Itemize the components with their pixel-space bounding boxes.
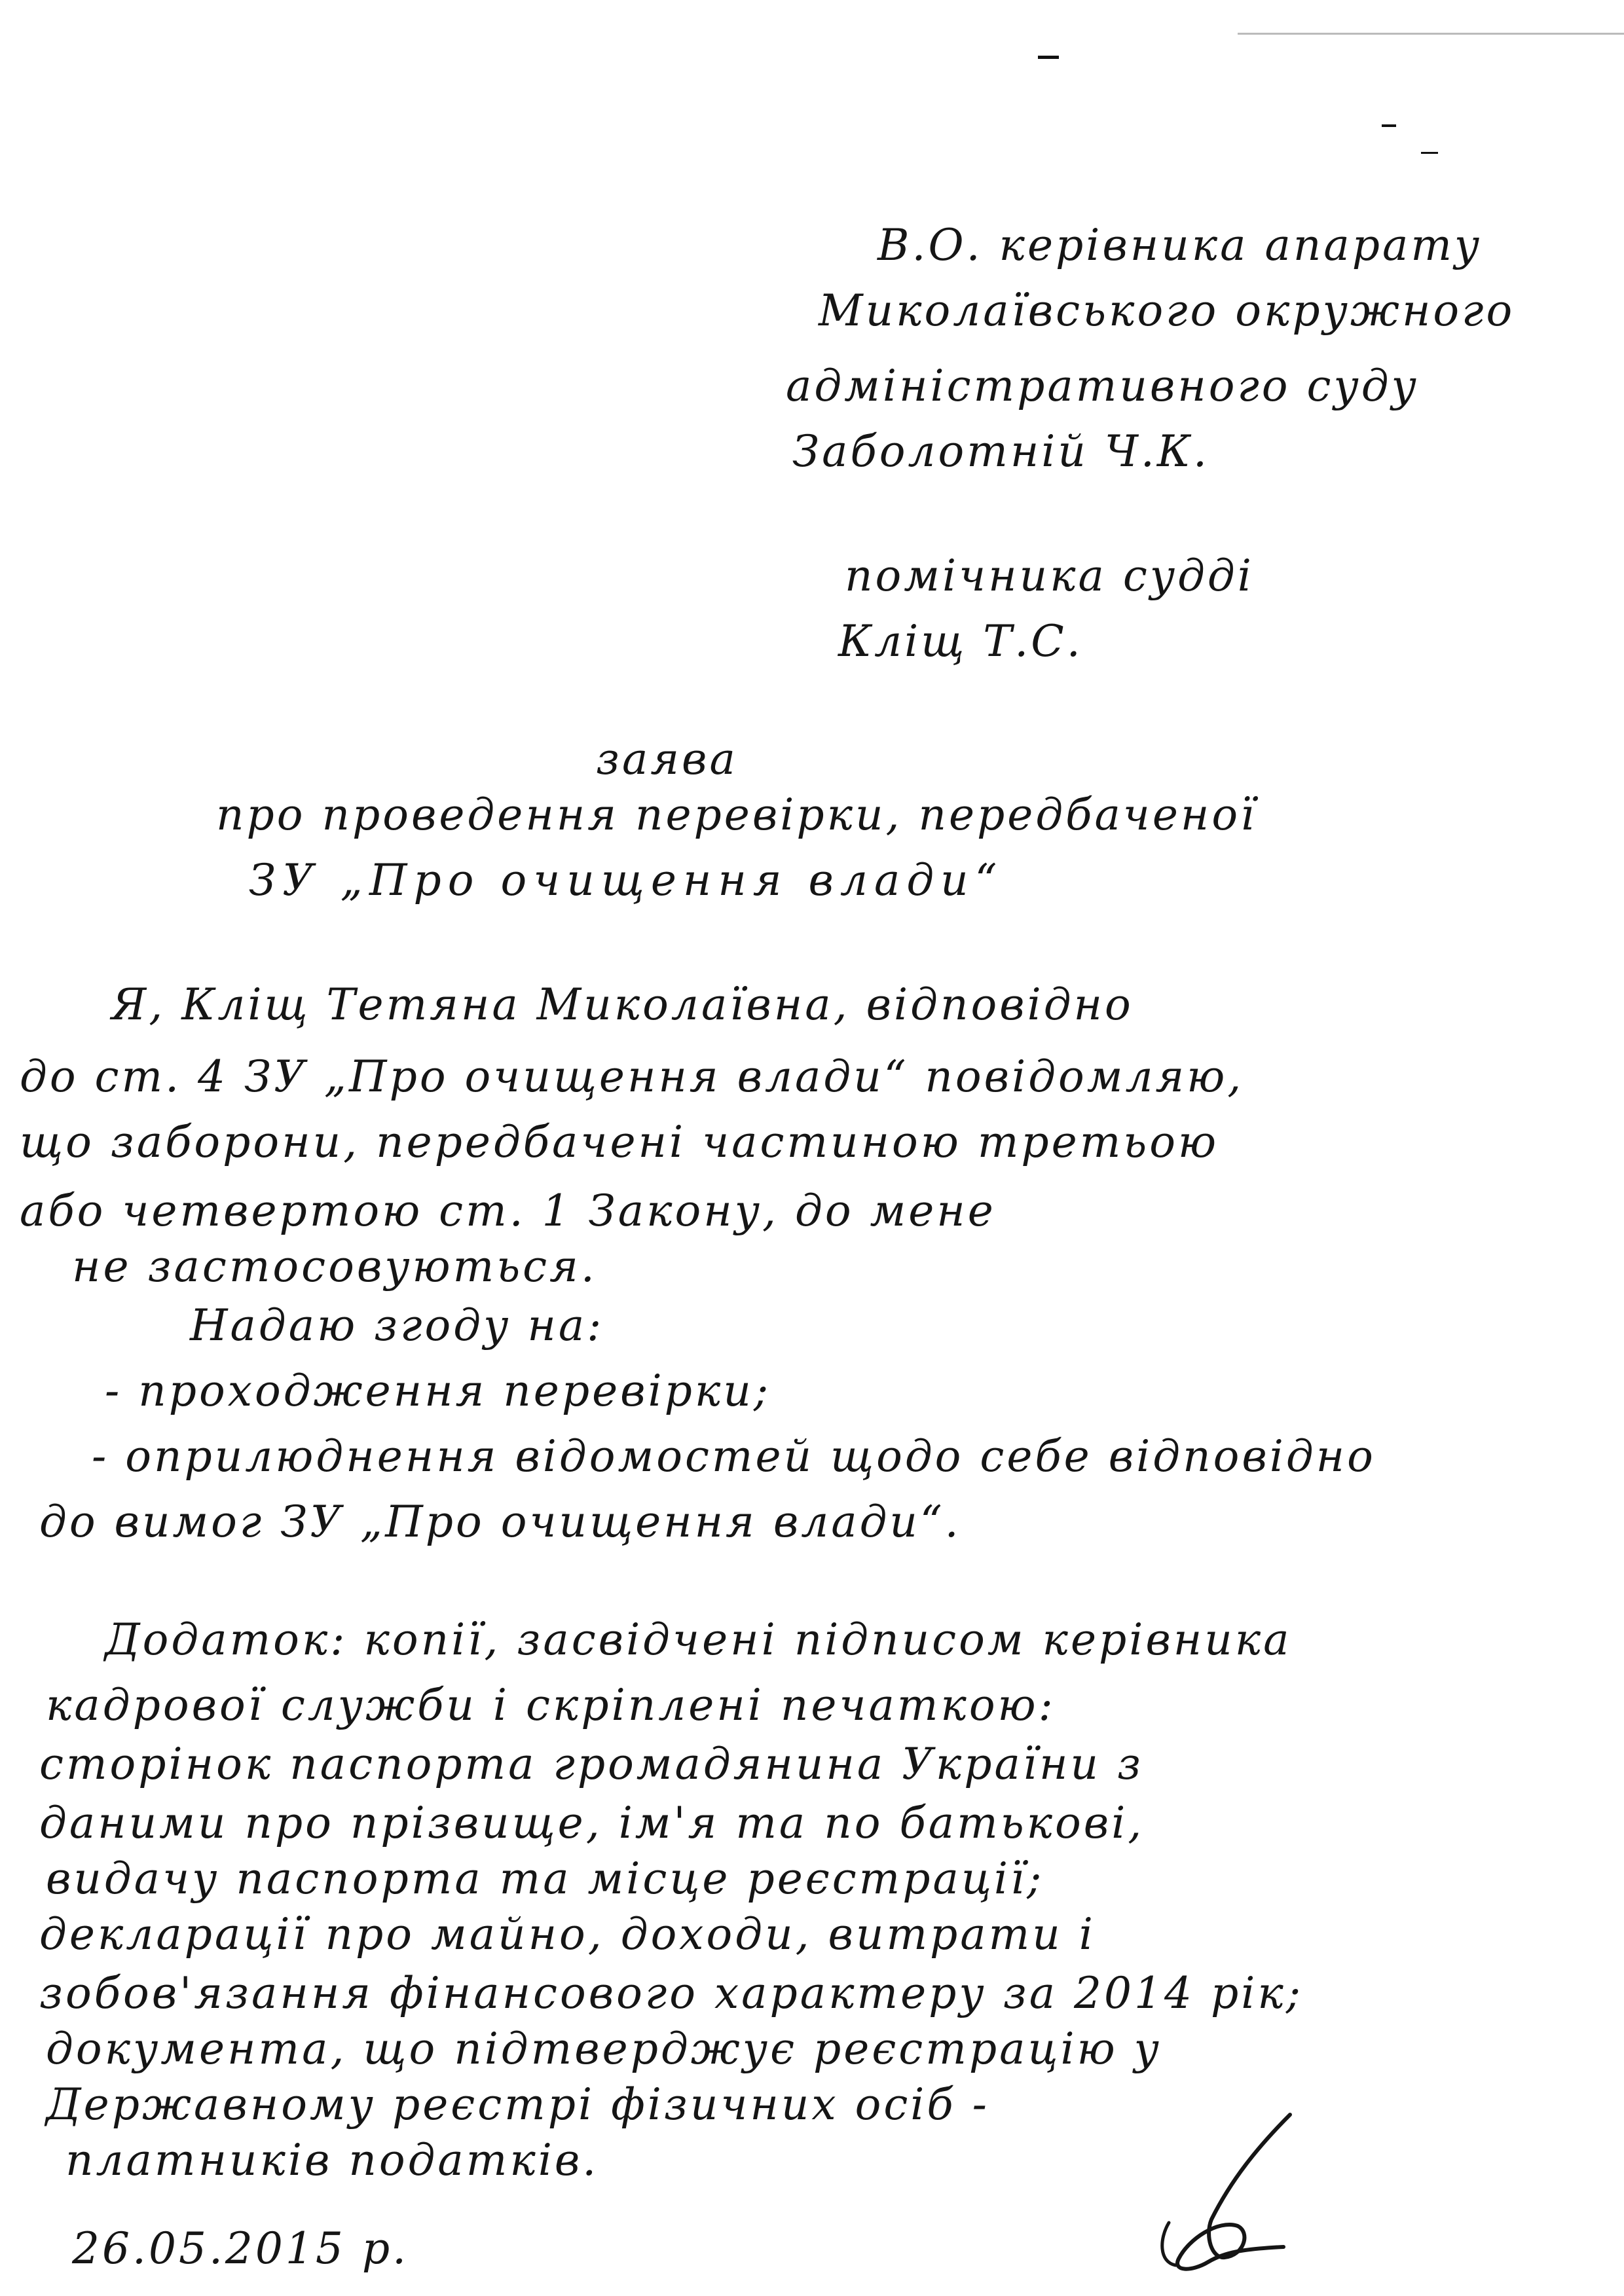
body-line: до ст. 4 ЗУ „Про очищення влади“ повідомляю, bbox=[20, 1051, 1244, 1102]
body-line: - оприлюднення відомостей щодо себе відповідно bbox=[92, 1431, 1376, 1482]
attachments-line: документа, що підтверджує реєстрацію у bbox=[46, 2024, 1162, 2074]
body-line: до вимог ЗУ „Про очищення влади“. bbox=[39, 1497, 961, 1547]
document-subject: про проведення перевірки, передбаченої bbox=[216, 790, 1257, 840]
addressee-line: адміністративного суду bbox=[786, 361, 1419, 411]
attachments-line: видачу паспорта та місце реєстрації; bbox=[46, 1853, 1044, 1904]
addressee-line: помічника судді bbox=[845, 551, 1254, 601]
attachments-line: зобов'язання фінансового характеру за 2014 рік; bbox=[39, 1968, 1303, 2018]
signature bbox=[1153, 2108, 1310, 2278]
body-line: Надаю згоду на: bbox=[190, 1300, 604, 1351]
document-title: заява bbox=[596, 734, 738, 784]
scan-speck bbox=[1382, 124, 1396, 127]
scan-edge-line bbox=[1238, 33, 1624, 35]
scan-speck bbox=[1038, 56, 1059, 59]
scan-speck bbox=[1421, 152, 1438, 154]
body-line: не застосовуються. bbox=[72, 1241, 597, 1292]
signature-stroke bbox=[1177, 2115, 1290, 2269]
attachments-line: сторінок паспорта громадянина України з bbox=[39, 1739, 1143, 1789]
body-line: що заборони, передбачені частиною третьою bbox=[20, 1117, 1219, 1167]
attachments-line: даними про прізвище, ім'я та по батькові, bbox=[39, 1798, 1145, 1848]
body-line: або четвертою ст. 1 Закону, до мене bbox=[20, 1186, 996, 1236]
addressee-line: Кліщ Т.С. bbox=[838, 616, 1083, 666]
attachments-line: платників податків. bbox=[65, 2135, 599, 2185]
document-subject: ЗУ „Про очищення влади“ bbox=[249, 855, 1004, 905]
attachments-line: декларації про майно, доходи, витрати і bbox=[39, 1909, 1096, 1959]
body-line: - проходження перевірки; bbox=[105, 1366, 771, 1416]
addressee-line: Миколаївського окружного bbox=[819, 285, 1515, 336]
attachments-line: Державному реєстрі фізичних осіб - bbox=[46, 2079, 989, 2130]
signature-stroke bbox=[1162, 2223, 1175, 2265]
attachments-line: кадрової служби і скріплені печаткою: bbox=[46, 1680, 1056, 1730]
body-line: Я, Кліщ Тетяна Миколаївна, відповідно bbox=[111, 979, 1134, 1030]
addressee-line: В.О. керівника апарату bbox=[877, 220, 1483, 270]
document-date: 26.05.2015 р. bbox=[72, 2223, 409, 2274]
addressee-line: Заболотній Ч.К. bbox=[792, 426, 1209, 477]
attachments-line: Додаток: копії, засвідчені підписом керівника bbox=[105, 1614, 1292, 1665]
